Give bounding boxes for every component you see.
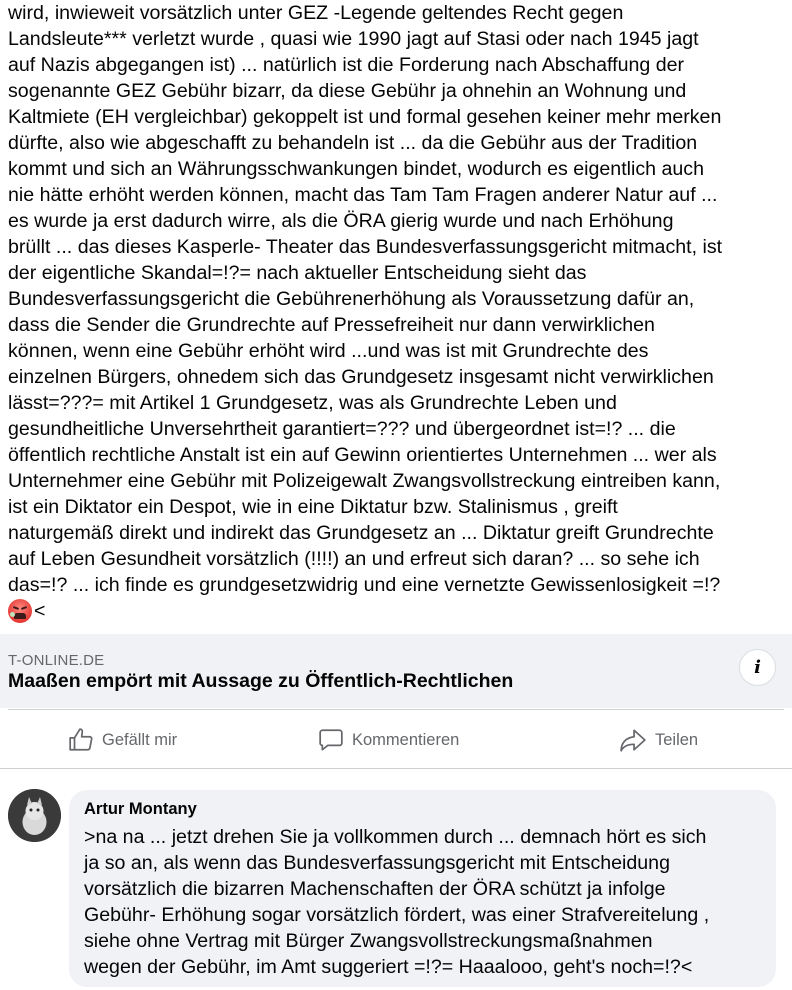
section-divider <box>0 768 792 769</box>
post-line: dürfte, also wie abgeschafft zu behandeln ist ... da die Gebühr aus der Tradition <box>8 132 698 154</box>
comment-line: ja so an, als wenn das Bundesverfassungsgericht mit Entscheidung <box>84 852 670 874</box>
post-line: können, wenn eine Gebühr erhöht wird ...und was ist mit Grundrechte des <box>8 340 649 362</box>
comment-bubble-icon <box>318 727 344 753</box>
cat-avatar-icon <box>8 789 61 842</box>
comment-body <box>84 824 774 980</box>
divider <box>8 709 784 710</box>
post-line: auf Leben Gesundheit vorsätzlich (!!!!) an und erfreut sich daran? ... so sehe ich <box>8 548 700 570</box>
post-line: auf Nazis abgegangen ist) ... natürlich ist die Forderung nach Abschaffung der <box>8 54 685 76</box>
post-line: sogenannte GEZ Gebühr bizarr, da diese Gebühr ja ohnehin an Wohnung und <box>8 80 687 102</box>
post-line: ist ein Diktator ein Despot, wie in eine Diktatur bzw. Stalinismus , greift <box>8 496 618 518</box>
comment-author[interactable]: Artur Montany <box>84 800 197 818</box>
nauseated-face-icon <box>8 599 32 623</box>
post-actions <box>0 716 792 764</box>
post-line: Bundesverfassungsgericht die Gebührenerhöhung als Voraussetzung dafür an, <box>8 288 695 310</box>
post-line: Kaltmiete (EH vergleichbar) gekoppelt ist und formal gesehen keiner mehr merken <box>8 106 722 128</box>
like-label: Gefällt mir <box>102 730 178 749</box>
post-trailing-text: < <box>34 600 46 622</box>
thumbs-up-icon <box>68 727 94 753</box>
comment-label: Kommentieren <box>352 730 460 749</box>
post-line: kommt und sich an Währungsschwankungen bindet, wodurch es eigentlich auch <box>8 158 704 180</box>
link-preview-card[interactable] <box>0 634 792 708</box>
post-line: gesundheitliche Unversehrtheit garantiert=??? und übergeordnet ist=!? ... die <box>8 418 676 440</box>
post-line: nie hätte erhöht werden können, macht das Tam Tam Fragen anderer Natur auf ... <box>8 184 718 206</box>
link-source: T-ONLINE.DE <box>8 652 105 669</box>
info-icon[interactable] <box>739 649 776 686</box>
post-line: dass die Sender die Grundrechte auf Pressefreiheit nur dann verwirklichen <box>8 314 655 336</box>
post-body <box>8 0 788 624</box>
post-line: das=!? ... ich finde es grundgesetzwidrig und eine vernetzte Gewissenlosigkeit =!? <box>8 574 721 596</box>
comment-line: Gebühr- Erhöhung sogar vorsätzlich fördert, was einer Strafvereitelung , <box>84 904 710 926</box>
post-line: es wurde ja erst dadurch wirre, als die ÖRA gierig wurde und nach Erhöhung <box>8 210 674 232</box>
share-label: Teilen <box>655 730 699 749</box>
avatar[interactable] <box>8 789 61 842</box>
post-line: öffentlich rechtliche Anstalt ist ein auf Gewinn orientiertes Unternehmen ... wer als <box>8 444 717 466</box>
comment-line: >na na ... jetzt drehen Sie ja vollkommen durch ... demnach hört es sich <box>84 826 707 848</box>
post-line: Landsleute*** verletzt wurde , quasi wie 1990 jagt auf Stasi oder nach 1945 jagt <box>8 28 699 50</box>
info-icon-glyph: i <box>754 657 761 678</box>
post-line: der eigentliche Skandal=!?= nach aktueller Entscheidung sieht das <box>8 262 587 284</box>
post-line: naturgemäß direkt und indirekt das Grundgesetz an ... Diktatur greift Grundrechte <box>8 522 714 544</box>
post-line: lässt=???= mit Artikel 1 Grundgesetz, was als Grundrechte Leben und <box>8 392 617 414</box>
post-line: brüllt ... das dieses Kasperle- Theater das Bundesverfassungsgericht mitmacht, ist <box>8 236 723 258</box>
post-line: wird, inwieweit vorsätzlich unter GEZ -Legende geltendes Recht gegen <box>8 2 624 24</box>
comment-line: wegen der Gebühr, im Amt suggeriert =!?= Haaalooo, geht's noch=!?< <box>84 956 693 978</box>
post-emoji-row <box>8 598 788 624</box>
post-line: Unternehmer eine Gebühr mit Polizeigewalt Zwangsvollstreckung eintreiben kann, <box>8 470 721 492</box>
comment-line: vorsätzlich die bizarren Machenschaften der ÖRA schützt ja infolge <box>84 878 666 900</box>
like-button[interactable] <box>68 716 177 764</box>
link-title[interactable]: Maaßen empört mit Aussage zu Öffentlich-Rechtlichen <box>8 670 514 692</box>
share-button[interactable] <box>619 716 698 764</box>
comment-bubble <box>69 790 776 987</box>
comment-line: siehe ohne Vertrag mit Bürger Zwangsvollstreckungsmaßnahmen <box>84 930 653 952</box>
share-arrow-icon <box>619 727 647 753</box>
post-line: einzelnen Bürgers, ohnedem sich das Grundgesetz insgesamt nicht verwirklichen <box>8 366 714 388</box>
comment-button[interactable] <box>318 716 459 764</box>
